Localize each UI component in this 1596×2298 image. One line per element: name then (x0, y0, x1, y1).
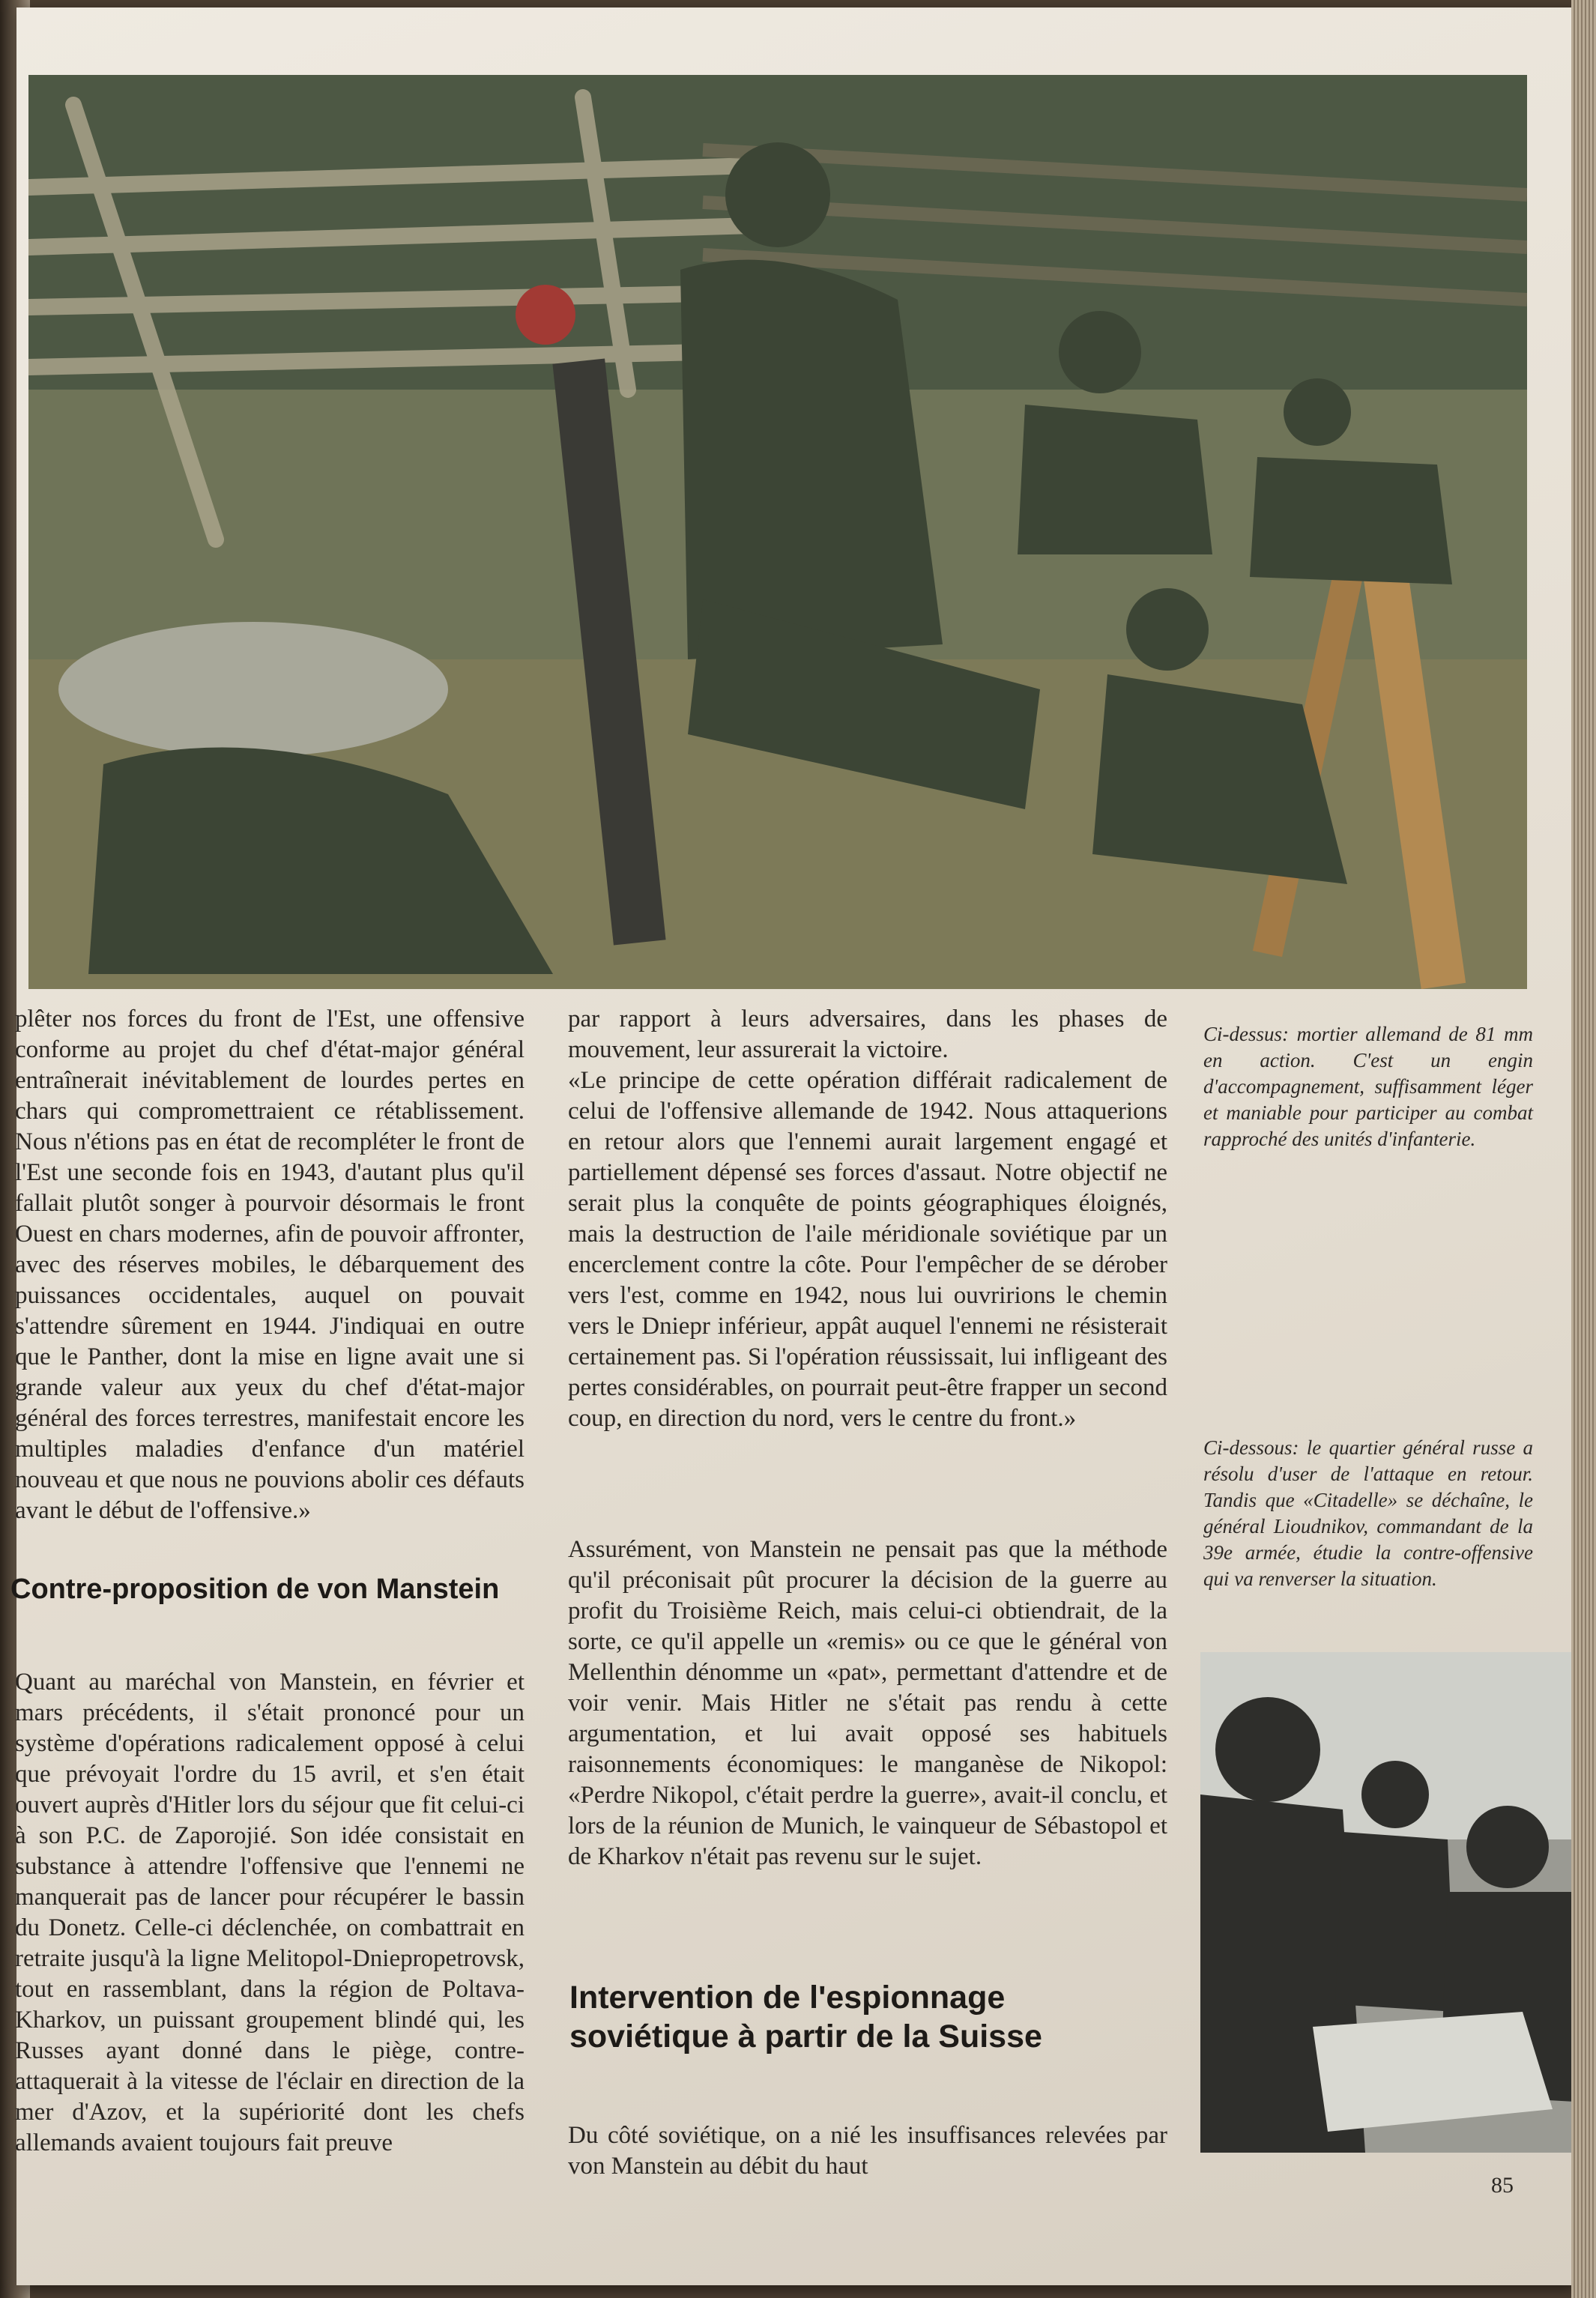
soviet-officers-illustration (1200, 1652, 1575, 2153)
mortar-crew-photo (28, 75, 1527, 989)
column-2-middle (568, 1534, 1167, 1872)
page-number: 85 (1491, 2173, 1514, 2198)
caption-bottom: Ci-dessous: le quartier général russe a résolu d'user de l'attaque en retour. Tandis que «Citadelle» se déchaîne, le général Lioudnikov, commandant de la 39e armée, étudie la contre-offensive qui va renverser la situation. (1203, 1436, 1533, 1590)
caption-top: Ci-dessus: mortier allemand de 81 mm en action. C'est un engin d'accompagnement, suffisamment léger et maniable pour participer au combat rapproché des unités d'infanterie. (1203, 1023, 1533, 1150)
mortar-crew-illustration (28, 75, 1527, 989)
soviet-officers-photo (1200, 1652, 1575, 2153)
section-heading-contre-proposition: Contre-proposition de von Manstein (10, 1573, 500, 1605)
paragraph-4: Du côté soviétique, on a nié les insuffisances relevées par von Manstein au débit du haut (568, 2122, 1167, 2180)
column-2-top (568, 1004, 1167, 1434)
intro-paragraph: plêter nos forces du front de l'Est, une offensive conforme au projet du chef d'état-major général entraînerait inévitablement de lourdes pertes en chars qui compromettraient ce rétablissement. Nous n'étions pas en état de recompléter le front de l'Est une seconde fois en 1943, d'autant plus qu'il fallait plutôt songer à pourvoir désormais le front Ouest en chars modernes, afin de pouvoir affronter, avec des réserves mobiles, le débarquement des puissances occidentales, auquel on pouvait s'attendre sûrement en 1944. J'indiquai en outre que le Panther, dont la mise en ligne avait une si grande valeur aux yeux du chef d'état-major général des forces terrestres, manifestait encore les multiples maladies d'enfance d'un matériel nouveau et que nous ne pouvions abolir ces défauts avant le début de l'offensive.» (15, 1006, 525, 1524)
paragraph-2: «Le principe de cette opération différait radicalement de celui de l'offensive allemande de 1942. Nous attaquerions en retour alors que l'ennemi aurait largement engagé et partiellement dépensé ses forces d'assaut. Notre objectif ne serait plus la conquête de points géographiques éloignés, mais la destruction de l'aile méridionale soviétique par un encerclement contre la côte. Pour l'empêcher de se dérober vers l'est, comme en 1942, nous lui ouvririons le chemin vers le Dniepr inférieur, appât auquel l'ennemi ne résisterait certainement pas. Si l'opération réussissait, lui infligeant des pertes considérables, on pourrait peut-être frapper un second coup, en direction du nord, vers le centre du front.» (568, 1067, 1167, 1432)
column-2-bottom (568, 2120, 1167, 2182)
column-1-body (15, 1667, 525, 2159)
paragraph-1: par rapport à leurs adversaires, dans les phases de mouvement, leur assurerait la victoire. (568, 1006, 1167, 1063)
page-edge (1571, 0, 1596, 2298)
section-heading-espionnage: Intervention de l'espionnage soviétique à partir de la Suisse (569, 1980, 1042, 2054)
paragraph-3: Assurément, von Manstein ne pensait pas que la méthode qu'il préconisait pût procurer la décision de la guerre au profit du Troisième Reich, mais celui-ci obtiendrait, de la sorte, ce qu'il appelle un «remis» ou ce que le général von Mellenthin dénomme un «pat», permettant d'attendre et de voir venir. Mais Hitler ne s'était pas rendu à cette argumentation, et lui avait opposé ses habituels raisonnements économiques: le manganèse de Nikopol: «Perdre Nikopol, c'était perdre la guerre», avait-il conclu, et lors de la réunion de Munich, le vainqueur de Sébastopol et de Kharkov n'était pas revenu sur le sujet. (568, 1536, 1167, 1870)
manstein-paragraph: Quant au maréchal von Manstein, en février et mars précédents, il s'était prononcé pour un système d'opérations radicalement opposé à celui que prévoyait l'ordre du 15 avril, et s'en était ouvert auprès d'Hitler lors du séjour que fit celui-ci à son P.C. de Zaporojié. Son idée consistait en substance à attendre l'offensive que l'ennemi ne manquerait pas de lancer pour récupérer le bassin du Donetz. Celle-ci déclenchée, on combattrait en retraite jusqu'à la ligne Melitopol-Dniepropetrovsk, tout en rassemblant, dans la région de Poltava-Kharkov, un puissant groupement blindé qui, les Russes ayant donné dans le piège, contre-attaquerait à la vitesse de l'éclair en direction de la mer d'Azov, et la supériorité dont les chefs allemands avaient toujours fait preuve (15, 1669, 525, 2156)
column-1-intro (15, 1004, 525, 1526)
